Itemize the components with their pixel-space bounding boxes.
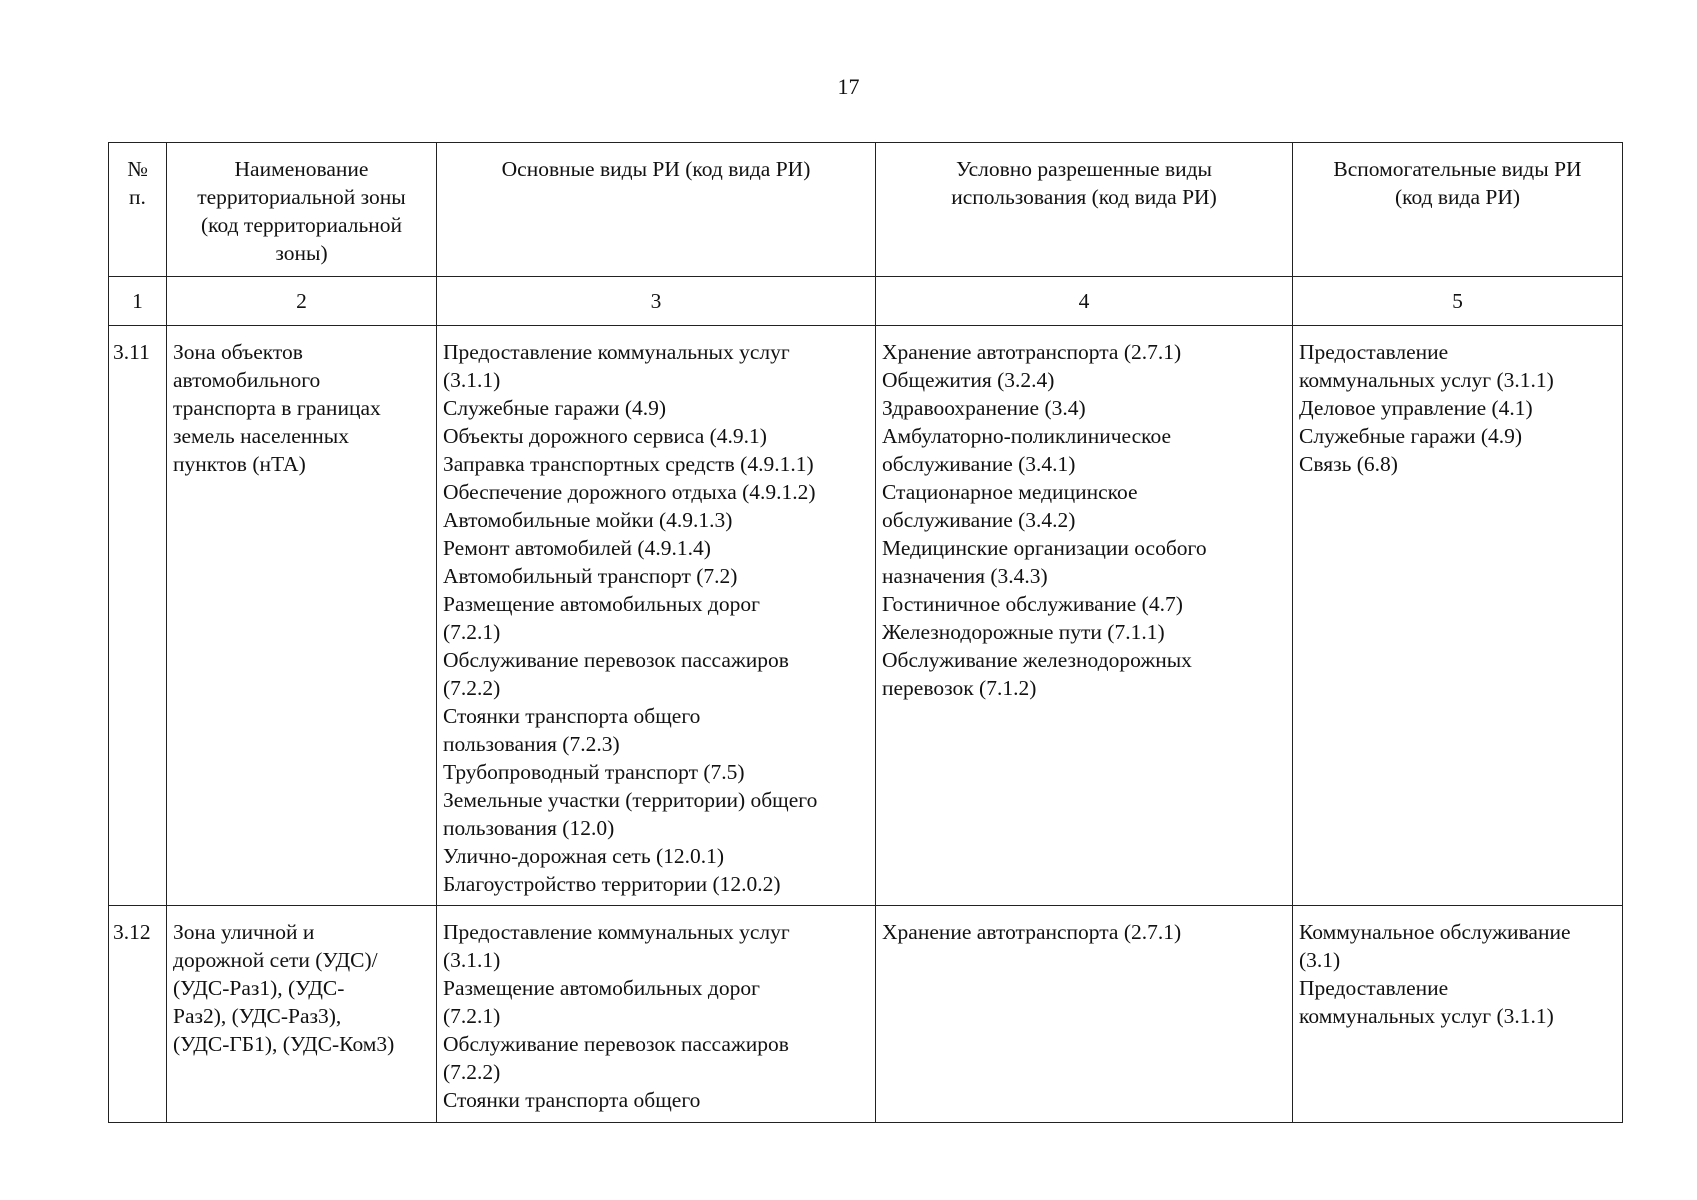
text-line: № [127,157,148,181]
header-conditional-uses [876,143,1293,277]
text-line: Автомобильный транспорт (7.2) [443,564,738,588]
text-line: (код вида РИ) [1394,185,1521,209]
text-line: Размещение автомобильных дорог [443,976,760,1000]
column-number: 1 [109,277,167,326]
text-line: (3.1) [1299,948,1341,972]
text-line: Обеспечение дорожного отдыха (4.9.1.2) [443,480,816,504]
text-line: Гостиничное обслуживание (4.7) [882,592,1183,616]
text-line: перевозок (7.1.2) [882,676,1037,700]
text-line: Земельные участки (территории) общего [443,788,818,812]
text-line: Заправка транспортных средств (4.9.1.1) [443,452,814,476]
text-line: Хранение автотранспорта (2.7.1) [882,340,1182,364]
text-line: Стоянки транспорта общего [443,1088,701,1112]
column-number: 5 [1293,277,1623,326]
header-num [109,143,167,277]
text-line: автомобильного [173,368,321,392]
text-line: Деловое управление (4.1) [1299,396,1533,420]
text-line: Объекты дорожного сервиса (4.9.1) [443,424,767,448]
text-line: Вспомогательные виды РИ [1333,157,1582,181]
auxiliary-uses-list [1293,326,1623,906]
text-line: Раз2), (УДС-Раз3), [173,1004,342,1028]
text-line: Обслуживание железнодорожных [882,648,1192,672]
page-number: 17 [837,74,860,99]
text-line: пользования (7.2.3) [443,732,620,756]
text-line: Обслуживание перевозок пассажиров [443,1032,789,1056]
text-line: Предоставление коммунальных услуг [443,340,790,364]
text-line: (7.2.1) [443,1004,501,1028]
text-line: обслуживание (3.4.1) [882,452,1076,476]
text-line: обслуживание (3.4.2) [882,508,1076,532]
text-line: Зона объектов [173,340,303,364]
table-header-row [109,143,1623,277]
text-line: зоны) [275,241,328,265]
text-line: пользования (12.0) [443,816,615,840]
text-line: использования (код вида РИ) [951,185,1217,209]
table-row [109,326,1623,906]
column-number: 3 [437,277,876,326]
text-line: п. [129,185,146,209]
text-line: Обслуживание перевозок пассажиров [443,648,789,672]
zone-number: 3.12 [109,906,167,1123]
text-line: (7.2.2) [443,1060,501,1084]
header-main-uses [437,143,876,277]
column-number-row [109,277,1623,326]
conditional-uses-list [876,906,1293,1123]
text-line: Медицинские организации особого [882,536,1207,560]
text-line: Автомобильные мойки (4.9.1.3) [443,508,733,532]
text-line: Коммунальное обслуживание [1299,920,1571,944]
text-line: (УДС-Раз1), (УДС- [173,976,345,1000]
text-line: дорожной сети (УДС)/ [173,948,378,972]
text-line: Трубопроводный транспорт (7.5) [443,760,745,784]
text-line: Амбулаторно-поликлиническое [882,424,1172,448]
text-line: Здравоохранение (3.4) [882,396,1086,420]
main-uses-list [437,906,876,1123]
table-row [109,906,1623,1123]
text-line: Хранение автотранспорта (2.7.1) [882,920,1182,944]
text-line: назначения (3.4.3) [882,564,1048,588]
column-number: 4 [876,277,1293,326]
text-line: Улично-дорожная сеть (12.0.1) [443,844,725,868]
text-line: Предоставление [1299,340,1449,364]
text-line: земель населенных [173,424,349,448]
text-line: Условно разрешенные виды [955,157,1213,181]
zone-name [167,326,437,906]
text-line: (3.1.1) [443,948,501,972]
text-line: (7.2.1) [443,620,501,644]
zone-number: 3.11 [109,326,167,906]
column-number: 2 [167,277,437,326]
text-line: Зона уличной и [173,920,315,944]
header-auxiliary-uses [1293,143,1623,277]
zone-name [167,906,437,1123]
text-line: Основные виды РИ (код вида РИ) [501,157,811,181]
auxiliary-uses-list [1293,906,1623,1123]
text-line: Предоставление коммунальных услуг [443,920,790,944]
text-line: (7.2.2) [443,676,501,700]
conditional-uses-list [876,326,1293,906]
header-zone-name [167,143,437,277]
text-line: Служебные гаражи (4.9) [443,396,667,420]
text-line: Стоянки транспорта общего [443,704,701,728]
text-line: Общежития (3.2.4) [882,368,1055,392]
text-line: транспорта в границах [173,396,381,420]
text-line: Наименование [234,157,369,181]
text-line: (код территориальной [200,213,403,237]
text-line: (3.1.1) [443,368,501,392]
text-line: (УДС-ГБ1), (УДС-Ком3) [173,1032,395,1056]
text-line: Служебные гаражи (4.9) [1299,424,1523,448]
text-line: территориальной зоны [197,185,406,209]
text-line: Железнодорожные пути (7.1.1) [882,620,1165,644]
text-line: Стационарное медицинское [882,480,1138,504]
text-line: коммунальных услуг (3.1.1) [1299,1004,1554,1028]
zones-table [108,142,1623,1123]
text-line: Ремонт автомобилей (4.9.1.4) [443,536,711,560]
text-line: коммунальных услуг (3.1.1) [1299,368,1554,392]
text-line: Связь (6.8) [1299,452,1398,476]
text-line: Предоставление [1299,976,1449,1000]
main-uses-list [437,326,876,906]
text-line: пунктов (нТА) [173,452,306,476]
text-line: Благоустройство территории (12.0.2) [443,872,781,896]
text-line: Размещение автомобильных дорог [443,592,760,616]
